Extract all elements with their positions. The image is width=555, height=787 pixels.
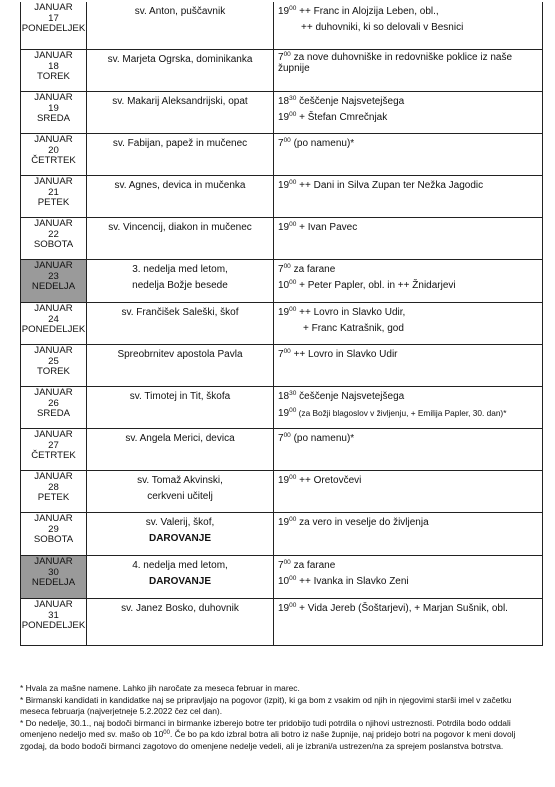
mass-schedule-table bbox=[20, 2, 543, 646]
mass-intentions-cell bbox=[274, 218, 543, 259]
mass-intention bbox=[278, 405, 540, 422]
mass-intention bbox=[278, 52, 540, 74]
month-label: JANUAR bbox=[34, 471, 73, 482]
day-number: 21 bbox=[48, 186, 59, 198]
mass-intention bbox=[278, 20, 540, 36]
date-cell bbox=[20, 556, 87, 598]
liturgical-day-cell bbox=[87, 176, 274, 217]
table-row bbox=[20, 513, 543, 556]
date-cell bbox=[20, 218, 87, 259]
mass-intention bbox=[278, 4, 540, 20]
day-number: 27 bbox=[48, 439, 59, 451]
mass-intention-text: (po namenu)* bbox=[290, 433, 355, 444]
table-row bbox=[20, 92, 543, 134]
date-cell bbox=[20, 134, 87, 175]
weekday-label: NEDELJA bbox=[31, 577, 76, 588]
mass-intention-text: za vero in veselje do življenja bbox=[296, 517, 429, 528]
saint-label: sv. Angela Merici, devica bbox=[125, 433, 235, 444]
month-label: JANUAR bbox=[34, 345, 73, 356]
saint-label: sv. Valerij, škof, bbox=[145, 517, 215, 528]
day-number: 23 bbox=[48, 270, 59, 282]
mass-minutes: 00 bbox=[283, 137, 291, 144]
mass-intentions-cell bbox=[274, 50, 543, 91]
mass-intention-text: (po namenu)* bbox=[290, 138, 355, 149]
mass-hour: 19 bbox=[278, 180, 290, 191]
table-row bbox=[20, 260, 543, 303]
liturgical-day-cell bbox=[87, 345, 274, 386]
table-row bbox=[20, 387, 543, 429]
month-label: JANUAR bbox=[34, 218, 73, 229]
weekday-label: SREDA bbox=[36, 113, 71, 124]
liturgical-day-cell bbox=[87, 134, 274, 175]
mass-intentions-cell bbox=[274, 556, 543, 598]
day-number: 26 bbox=[48, 397, 59, 409]
mass-hour: 7 bbox=[278, 560, 284, 571]
mass-intention bbox=[278, 110, 540, 126]
liturgical-day-cell bbox=[87, 218, 274, 259]
liturgical-day-cell bbox=[87, 260, 274, 302]
mass-minutes: 00 bbox=[283, 348, 291, 355]
footnote-godparents bbox=[20, 718, 540, 753]
mass-intention-text: za farane bbox=[290, 560, 336, 571]
liturgical-day-cell bbox=[87, 471, 274, 512]
mass-minutes: 00 bbox=[289, 407, 297, 414]
mass-intention-text: za farane bbox=[290, 264, 336, 275]
mass-intention-text: ++ Ivanka in Slavko Zeni bbox=[296, 576, 409, 587]
mass-minutes: 00 bbox=[289, 602, 297, 609]
mass-intention bbox=[278, 178, 540, 194]
mass-intention-text: (za Božji blagoslov v življenju, + Emilija Papler, 30. dan)* bbox=[296, 408, 507, 418]
mass-hour: 19 bbox=[278, 408, 290, 419]
mass-intention bbox=[278, 515, 540, 531]
mass-minutes: 00 bbox=[283, 263, 291, 270]
footnote-mass-intentions: * Hvala za mašne namene. Lahko jih naročate za meseca februar in marec. bbox=[20, 683, 300, 693]
day-number: 24 bbox=[48, 313, 59, 325]
weekday-label: SREDA bbox=[36, 408, 71, 419]
mass-minutes: 00 bbox=[289, 5, 297, 12]
mass-intention bbox=[278, 473, 540, 489]
mass-intentions-cell bbox=[274, 599, 543, 645]
table-row bbox=[20, 2, 543, 50]
mass-intention bbox=[278, 558, 540, 574]
mass-intentions-cell bbox=[274, 2, 543, 49]
month-label: JANUAR bbox=[34, 260, 73, 271]
date-cell bbox=[20, 345, 87, 386]
mass-minutes: 00 bbox=[289, 221, 297, 228]
saint-label: 3. nedelja med letom, bbox=[132, 264, 228, 275]
mass-hour: 10 bbox=[278, 576, 290, 587]
mass-hour: 7 bbox=[278, 52, 284, 63]
table-row bbox=[20, 345, 543, 387]
mass-hour: 19 bbox=[278, 307, 290, 318]
table-row bbox=[20, 429, 543, 471]
liturgical-day-cell bbox=[87, 50, 274, 91]
mass-minutes: 00 bbox=[283, 559, 291, 566]
date-cell bbox=[20, 2, 87, 49]
mass-intention bbox=[278, 347, 540, 363]
liturgical-day-cell bbox=[87, 387, 274, 428]
day-number: 18 bbox=[48, 60, 59, 72]
mass-minutes: 00 bbox=[289, 279, 297, 286]
mass-intention-text: ++ duhovniki, ki so delovali v Besnici bbox=[301, 22, 464, 33]
day-number: 17 bbox=[48, 12, 59, 24]
table-row bbox=[20, 599, 543, 646]
saint-label: sv. Vincencij, diakon in mučenec bbox=[108, 222, 252, 233]
mass-intention bbox=[278, 278, 540, 294]
mass-intention bbox=[278, 574, 540, 590]
mass-intention-text: + Štefan Cmrečnjak bbox=[296, 112, 388, 123]
mass-intentions-cell bbox=[274, 260, 543, 302]
table-row bbox=[20, 303, 543, 345]
month-label: JANUAR bbox=[34, 513, 73, 524]
date-cell bbox=[20, 50, 87, 91]
saint-label: sv. Marjeta Ogrska, dominikanka bbox=[107, 54, 253, 65]
saint-label: sv. Agnes, devica in mučenka bbox=[114, 180, 246, 191]
date-cell bbox=[20, 260, 87, 302]
day-number: 19 bbox=[48, 102, 59, 114]
mass-intention bbox=[278, 220, 540, 236]
mass-minutes: 00 bbox=[289, 575, 297, 582]
mass-hour: 7 bbox=[278, 433, 284, 444]
mass-hour: 19 bbox=[278, 475, 290, 486]
mass-intention-text: ++ Oretovčevi bbox=[296, 475, 362, 486]
mass-intention-text: ++ Dani in Silva Zupan ter Nežka Jagodic bbox=[296, 180, 484, 191]
mass-intention-text: ++ Franc in Alojzija Leben, obl., bbox=[296, 6, 439, 17]
mass-intention-text: ++ Lovro in Slavko Udir, bbox=[296, 307, 406, 318]
day-number: 22 bbox=[48, 228, 59, 240]
mass-intention bbox=[278, 305, 540, 321]
date-cell bbox=[20, 599, 87, 645]
mass-hour: 10 bbox=[278, 280, 290, 291]
saint-label: sv. Fabijan, papež in mučenec bbox=[112, 138, 248, 149]
saint-label: sv. Frančišek Saleški, škof bbox=[121, 307, 239, 318]
date-cell bbox=[20, 387, 87, 428]
mass-intentions-cell bbox=[274, 513, 543, 555]
mass-intentions-cell bbox=[274, 303, 543, 344]
liturgical-day-cell bbox=[87, 556, 274, 598]
mass-hour: 18 bbox=[278, 391, 290, 402]
mass-intention-text: + Vida Jereb (Šoštarjevi), + Marjan Sušnik, obl. bbox=[296, 603, 508, 614]
date-cell bbox=[20, 471, 87, 512]
mass-minutes: 30 bbox=[289, 390, 297, 397]
date-cell bbox=[20, 176, 87, 217]
liturgical-day-cell bbox=[87, 2, 274, 49]
day-number: 30 bbox=[48, 566, 59, 578]
weekday-label: PONEDELJEK bbox=[21, 23, 86, 34]
mass-intention-text: češčenje Najsvetejšega bbox=[296, 96, 405, 107]
weekday-label: NEDELJA bbox=[31, 281, 76, 292]
date-cell bbox=[20, 92, 87, 133]
saint-label: sv. Makarij Aleksandrijski, opat bbox=[112, 96, 248, 107]
table-row bbox=[20, 556, 543, 599]
mass-intentions-cell bbox=[274, 92, 543, 133]
date-cell bbox=[20, 429, 87, 470]
weekday-label: SOBOTA bbox=[33, 239, 74, 250]
weekday-label: PETEK bbox=[37, 197, 70, 208]
day-number: 20 bbox=[48, 144, 59, 156]
table-row bbox=[20, 134, 543, 176]
weekday-label: ČETRTEK bbox=[31, 155, 76, 166]
mass-intention bbox=[278, 94, 540, 110]
liturgical-day-cell bbox=[87, 513, 274, 555]
table-row bbox=[20, 218, 543, 260]
saint-label: sv. Anton, puščavnik bbox=[134, 6, 226, 17]
date-cell bbox=[20, 303, 87, 344]
saint-label: Spreobrnitev apostola Pavla bbox=[117, 349, 243, 360]
mass-hour: 19 bbox=[278, 603, 290, 614]
mass-hour: 19 bbox=[278, 222, 290, 233]
mass-intentions-cell bbox=[274, 429, 543, 470]
footnote-godparents-part2: . Če bo pa kdo izbral botra ali botro iz naše župnije, naj pridejo botri na pogovor k meni dovolj zgodaj, da bodo bodoči birmanci zagotovo do omenjene nedelje vedeli, ali je izbrani/a ustrezen/na za sprejem poslanstva botrstva. bbox=[20, 729, 516, 751]
weekday-label: PONEDELJEK bbox=[21, 620, 86, 631]
month-label: JANUAR bbox=[34, 556, 73, 567]
month-label: JANUAR bbox=[34, 50, 73, 61]
mass-minutes: 00 bbox=[289, 111, 297, 118]
offering-label: DAROVANJE bbox=[148, 533, 212, 544]
footnote-confirmation-interview: * Birmanski kandidati in kandidatke naj se pripravljajo na pogovor (izpit), ki ga bom z vsakim od njih in njegovimi starši imel v začetku meseca februarja (najverjetneje 5.2.2022 čez cel dan). bbox=[20, 694, 512, 717]
mass-intention bbox=[278, 601, 540, 617]
mass-minutes: 30 bbox=[289, 95, 297, 102]
mass-hour: 19 bbox=[278, 6, 290, 17]
table-row bbox=[20, 176, 543, 218]
mass-minutes: 00 bbox=[289, 516, 297, 523]
mass-intentions-cell bbox=[274, 345, 543, 386]
saint-label: sv. Tomaž Akvinski, bbox=[137, 475, 223, 486]
month-label: JANUAR bbox=[34, 2, 73, 13]
month-label: JANUAR bbox=[34, 303, 73, 314]
mass-minutes: 00 bbox=[283, 51, 291, 58]
mass-minutes: 00 bbox=[289, 179, 297, 186]
weekday-label: ČETRTEK bbox=[31, 450, 76, 461]
day-number: 25 bbox=[48, 355, 59, 367]
weekday-label: PETEK bbox=[37, 492, 70, 503]
day-number: 29 bbox=[48, 523, 59, 535]
mass-hour: 7 bbox=[278, 264, 284, 275]
mass-intention-text: + Franc Katrašnik, god bbox=[303, 323, 404, 334]
mass-hour: 7 bbox=[278, 349, 284, 360]
mass-intention bbox=[278, 431, 540, 447]
mass-intentions-cell bbox=[274, 134, 543, 175]
liturgical-day-cell bbox=[87, 429, 274, 470]
saint-label: sv. Janez Bosko, duhovnik bbox=[121, 603, 239, 614]
mass-intentions-cell bbox=[274, 176, 543, 217]
saint-label: nedelja Božje besede bbox=[132, 280, 228, 291]
mass-intention-text: češčenje Najsvetejšega bbox=[296, 391, 405, 402]
saint-label: 4. nedelja med letom, bbox=[132, 560, 228, 571]
mass-hour: 19 bbox=[278, 112, 290, 123]
footnotes bbox=[20, 683, 540, 753]
mass-intentions-cell bbox=[274, 387, 543, 428]
month-label: JANUAR bbox=[34, 429, 73, 440]
mass-minutes: 00 bbox=[289, 474, 297, 481]
mass-intention-text: ++ Lovro in Slavko Udir bbox=[290, 349, 398, 360]
footnote-godparents-time: 00 bbox=[163, 730, 170, 737]
month-label: JANUAR bbox=[34, 176, 73, 187]
mass-intention-text: + Ivan Pavec bbox=[296, 222, 358, 233]
saint-label: cerkveni učitelj bbox=[147, 491, 213, 502]
liturgical-day-cell bbox=[87, 92, 274, 133]
month-label: JANUAR bbox=[34, 92, 73, 103]
mass-intention bbox=[278, 136, 540, 152]
month-label: JANUAR bbox=[34, 599, 73, 610]
mass-hour: 18 bbox=[278, 96, 290, 107]
table-row bbox=[20, 471, 543, 513]
table-row bbox=[20, 50, 543, 92]
footnote-godparents-part1: * Do nedelje, 30.1., naj bodoči birmanci in birmanke izberejo botre ter pridobijo tudi potrdila o njihovi ustreznosti. Potrdila bodo oddali omenjeno nedeljo med sv. mašo ob 10 bbox=[20, 717, 511, 740]
day-number: 28 bbox=[48, 481, 59, 493]
mass-intentions-cell bbox=[274, 471, 543, 512]
mass-hour: 19 bbox=[278, 517, 290, 528]
mass-intention bbox=[278, 321, 540, 337]
date-cell bbox=[20, 513, 87, 555]
weekday-label: PONEDELJEK bbox=[21, 324, 86, 335]
weekday-label: TOREK bbox=[37, 366, 70, 377]
liturgical-day-cell bbox=[87, 303, 274, 344]
weekday-label: TOREK bbox=[37, 71, 70, 82]
offering-label: DAROVANJE bbox=[148, 576, 212, 587]
month-label: JANUAR bbox=[34, 387, 73, 398]
mass-minutes: 00 bbox=[289, 306, 297, 313]
mass-intention bbox=[278, 389, 540, 405]
weekday-label: SOBOTA bbox=[33, 534, 74, 545]
month-label: JANUAR bbox=[34, 134, 73, 145]
mass-hour: 7 bbox=[278, 138, 284, 149]
mass-intention-text: + Peter Papler, obl. in ++ Žnidarjevi bbox=[296, 280, 456, 291]
mass-minutes: 00 bbox=[283, 432, 291, 439]
mass-intention-text: za nove duhovniške in redovniške poklice iz naše župnije bbox=[278, 52, 513, 74]
mass-intention bbox=[278, 262, 540, 278]
liturgical-day-cell bbox=[87, 599, 274, 645]
day-number: 31 bbox=[48, 609, 59, 621]
saint-label: sv. Timotej in Tit, škofa bbox=[129, 391, 231, 402]
